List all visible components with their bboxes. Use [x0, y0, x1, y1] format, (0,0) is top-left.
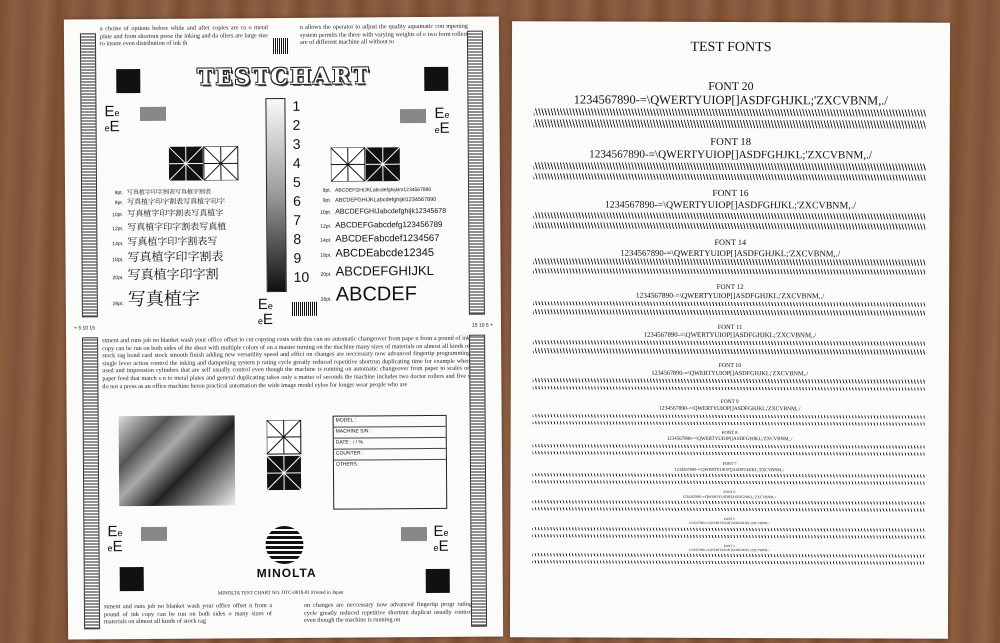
body-text-block: stment and runs job no blanket wash your office offset to cut copying costs with this can no automatic changeover from pape n from a pound of ink copy can be run on both sides of the sheet with multiple colors of on a master turning on the machine many sizes of materials on almost all kinds of stock rag bond card stock smooth finish adding new versatility speed and effici on changes are neccessary now advanced fingertip programming single lever action control the inking and dampening system p rating cycle greatly reduced repetitive shortrun duplicating time for example when used and impression cylinders that are self usually control even though the machine is running on automatic changeover from paper to scales on paper feed that match s n to metal plates and general duplicating takes only a matter of seconds the machine includes two doctor rollers and five s do not a press as an office machine heron practical automation the wide image model eyloe for longer wear people who are	[102, 334, 471, 390]
gray-step-number: 10	[293, 268, 310, 285]
line-pair-target	[292, 302, 318, 316]
test-fonts-title: TEST FONTS	[690, 39, 772, 56]
hatch-stripe	[532, 560, 924, 564]
star-target-center	[267, 420, 304, 492]
testchart-footer: MINOLTA TEST CHART NO. OTC-0010-01 Printed in Japan	[217, 590, 344, 597]
hatch-stripe	[533, 213, 925, 220]
machine-info-form	[333, 415, 448, 510]
e-resolution-mark: Ee eE	[434, 104, 450, 137]
gray-scale-strip	[265, 98, 286, 292]
font-sample-line: 1234567890-=\QWERTYUIOP[]ASDFGHJKL;'ZXCVBNM,./	[651, 369, 809, 378]
font-sample-line: 1234567890-=\QWERTYUIOP[]ASDFGHJKL;'ZXCVBNM,./	[635, 291, 825, 301]
gray-step-number: 5	[292, 173, 301, 190]
font-sample-line: 1234567890-=\QWERTYUIOP[]ASDFGHJKL;'ZXCVBNM,./	[643, 331, 817, 339]
font-size-label: FONT 4	[723, 543, 735, 548]
hatch-stripe	[532, 501, 924, 505]
font-size-label: FONT 14	[714, 238, 747, 248]
test-fonts-sheet	[510, 21, 950, 639]
hatch-stripe	[534, 162, 926, 170]
font-sample-line: 1234567890-=\QWERTYUIOP[]ASDFGHJKL;'ZXCVBNM,./	[573, 92, 888, 108]
form-field-others: OTHERS :	[335, 461, 360, 468]
hatch-stripe	[533, 378, 925, 383]
registration-square	[116, 69, 140, 93]
gray-step-number: 7	[293, 211, 302, 228]
testchart-sheet	[64, 16, 503, 639]
font-size-label: FONT 9	[720, 399, 739, 406]
gray-step-number: 9	[293, 249, 302, 266]
hatch-stripe	[532, 534, 924, 538]
latin-sample-row: 26pt. ABCDEF	[320, 283, 417, 306]
right-ruler-top	[467, 31, 485, 315]
registration-square	[424, 67, 448, 91]
hatch-stripe	[533, 222, 925, 229]
font-sample-line: 1234567890-=\QWERTYUIOP[]ASDFGHJKL;'ZXCVBNM,./	[682, 494, 777, 499]
bottom-text-left: stment and runs job no blanket wash your office offset n from a pound of ink copy can be run on both sides o many sizes of materials on almost all kinds of stock rag	[103, 602, 273, 626]
minolta-logo-icon	[265, 526, 303, 564]
font-size-label: FONT 11	[717, 323, 743, 331]
intro-text-left: a choise of options before while and after copies are ra o metal plate and from shortrun prese the inking and da ollers are large size to insure even distribution of ink th	[99, 24, 268, 48]
registration-square	[120, 567, 144, 591]
latin-sample-row: 12pt. ABCDEFGabcdefg123456789	[320, 219, 443, 230]
e-resolution-mark: Ee eE	[433, 522, 449, 555]
gray-step-number: 8	[293, 230, 302, 247]
hatch-stripe	[532, 508, 924, 512]
gray-step-number: 2	[292, 116, 301, 133]
testchart-title: TESTCHART	[197, 63, 371, 91]
hatch-stripe	[534, 120, 926, 129]
kanji-sample-row: 9pt. 写真植字印字割表写真植字印字	[114, 197, 226, 207]
gray-step-number: 3	[292, 135, 301, 152]
line-pair-target	[401, 527, 427, 541]
hatch-stripe	[533, 349, 925, 354]
kanji-sample-row: 10pt. 写真植字印字割表写真植字	[112, 208, 224, 219]
font-sample-line: 1234567890-=\QWERTYUIOP[]ASDFGHJKL;'ZXCVBNM,./	[688, 547, 770, 553]
line-pair-target	[141, 527, 167, 541]
left-ruler-top	[80, 33, 98, 317]
latin-sample-row: 10pt. ABCDEFGHIJabcdefghijk12345678	[320, 207, 447, 216]
star-target-right	[331, 147, 401, 181]
font-size-label: FONT 10	[718, 362, 742, 369]
form-field-serial: MACHINE S/N :	[334, 427, 446, 439]
edge-mark-right: 15 10 5 +	[471, 322, 494, 329]
latin-sample-row: 8pt. ABCDEFGHIJKLabcdefghijklm1234567890	[322, 186, 432, 194]
font-sample-line: 1234567890-=\QWERTYUIOP[]ASDFGHJKL;'ZXCVBNM,./	[589, 148, 873, 162]
font-size-label: FONT 12	[716, 282, 744, 291]
font-sample-line: 1234567890-=\QWERTYUIOP[]ASDFGHJKL;'ZXCVBNM,./	[658, 405, 801, 413]
font-size-label: FONT 8	[721, 431, 738, 437]
gray-step-number: 4	[292, 154, 301, 171]
hatch-stripe	[533, 451, 925, 455]
latin-sample-row: 20pt. ABCDEFGHIJKL	[320, 262, 434, 279]
font-sample-line: 1234567890-=\QWERTYUIOP[]ASDFGHJKL;'ZXCVBNM,./	[666, 436, 793, 443]
hatch-stripe	[533, 310, 925, 316]
kanji-sample-row: 26pt. 写真植字	[112, 288, 200, 310]
font-size-label: FONT 18	[710, 136, 752, 148]
hatch-stripe	[532, 473, 924, 477]
star-target-left	[169, 146, 239, 180]
e-resolution-mark: Ee eE	[257, 296, 274, 329]
form-field-date: DATE : / / %	[334, 438, 446, 450]
line-pair-target	[140, 107, 166, 121]
right-ruler-bottom	[469, 335, 487, 627]
left-ruler-bottom	[82, 337, 100, 629]
font-size-label: FONT 7	[722, 461, 737, 467]
bottom-text-right: on changes are neccessary now advanced fingertip progr rating cycle greatly reduced repetitive shortrun duplicat usually control even though the machine is running on	[303, 600, 473, 625]
font-size-label: FONT 5	[723, 517, 735, 522]
hatch-stripe	[534, 173, 926, 181]
form-field-model: MODEL :	[334, 416, 446, 428]
latin-sample-row: 18pt. ABCDEabcde12345	[320, 246, 434, 260]
center-bar-target	[273, 38, 289, 54]
registration-square	[426, 569, 450, 593]
intro-text-right: n allows the operator to adjust the quality aquamatic con mpening system permits the three with varying weights of e two form rollers are of different machine all without to	[299, 22, 468, 47]
latin-sample-row: 14pt. ABCDEFabcdef1234567	[320, 232, 440, 245]
font-size-label: FONT 16	[712, 189, 749, 200]
font-sample-line: 1234567890-=\QWERTYUIOP[]ASDFGHJKL;'ZXCVBNM,./	[604, 199, 857, 212]
hatch-stripe	[533, 301, 925, 307]
kanji-sample-row: 18pt. 写真植字印字割表	[112, 249, 224, 265]
font-size-label: FONT 20	[708, 79, 754, 94]
kanji-sample-row: 12pt. 写真植字印字割表写真植	[112, 221, 227, 233]
hatch-stripe	[533, 259, 925, 266]
hatch-stripe	[532, 480, 924, 484]
hatch-stripe	[532, 553, 924, 557]
line-pair-target	[400, 109, 426, 123]
font-sample-line: 1234567890-=\QWERTYUIOP[]ASDFGHJKL;'ZXCVBNM,./	[620, 247, 841, 259]
kanji-sample-row: 8pt. 写真植字印字割表写真植字割表	[114, 189, 212, 197]
hatch-stripe	[533, 421, 925, 426]
gray-step-number: 1	[292, 97, 301, 114]
font-sample-line: 1234567890-=\QWERTYUIOP[]ASDFGHJKL;'ZXCVBNM,./	[674, 466, 785, 472]
form-field-counter: COUNTER :	[334, 449, 446, 461]
edge-mark-left: + 5 10 15	[73, 325, 96, 332]
minolta-wordmark: MINOLTA	[256, 565, 317, 581]
hatch-stripe	[534, 108, 926, 117]
font-sample-line: 1234567890-=\QWERTYUIOP[]ASDFGHJKL;'ZXCVBNM,./	[688, 521, 770, 526]
photo-sample	[119, 415, 236, 506]
latin-sample-row: 9pt. ABCDEFGHIJKLabcdefghijkl1234567890	[322, 196, 437, 204]
kanji-sample-row: 14pt. 写真植字印字割表写	[112, 236, 218, 249]
hatch-stripe	[532, 527, 924, 531]
font-size-label: FONT 6	[723, 489, 736, 494]
hatch-stripe	[533, 386, 925, 391]
gray-step-number: 6	[293, 192, 301, 209]
kanji-sample-row: 20pt. 写真植字印字割	[112, 266, 219, 283]
hatch-stripe	[533, 268, 925, 275]
hatch-stripe	[533, 414, 925, 419]
e-resolution-mark: Ee eE	[104, 103, 120, 136]
e-resolution-mark: Ee eE	[107, 523, 123, 556]
hatch-stripe	[533, 444, 925, 448]
hatch-stripe	[533, 341, 925, 346]
